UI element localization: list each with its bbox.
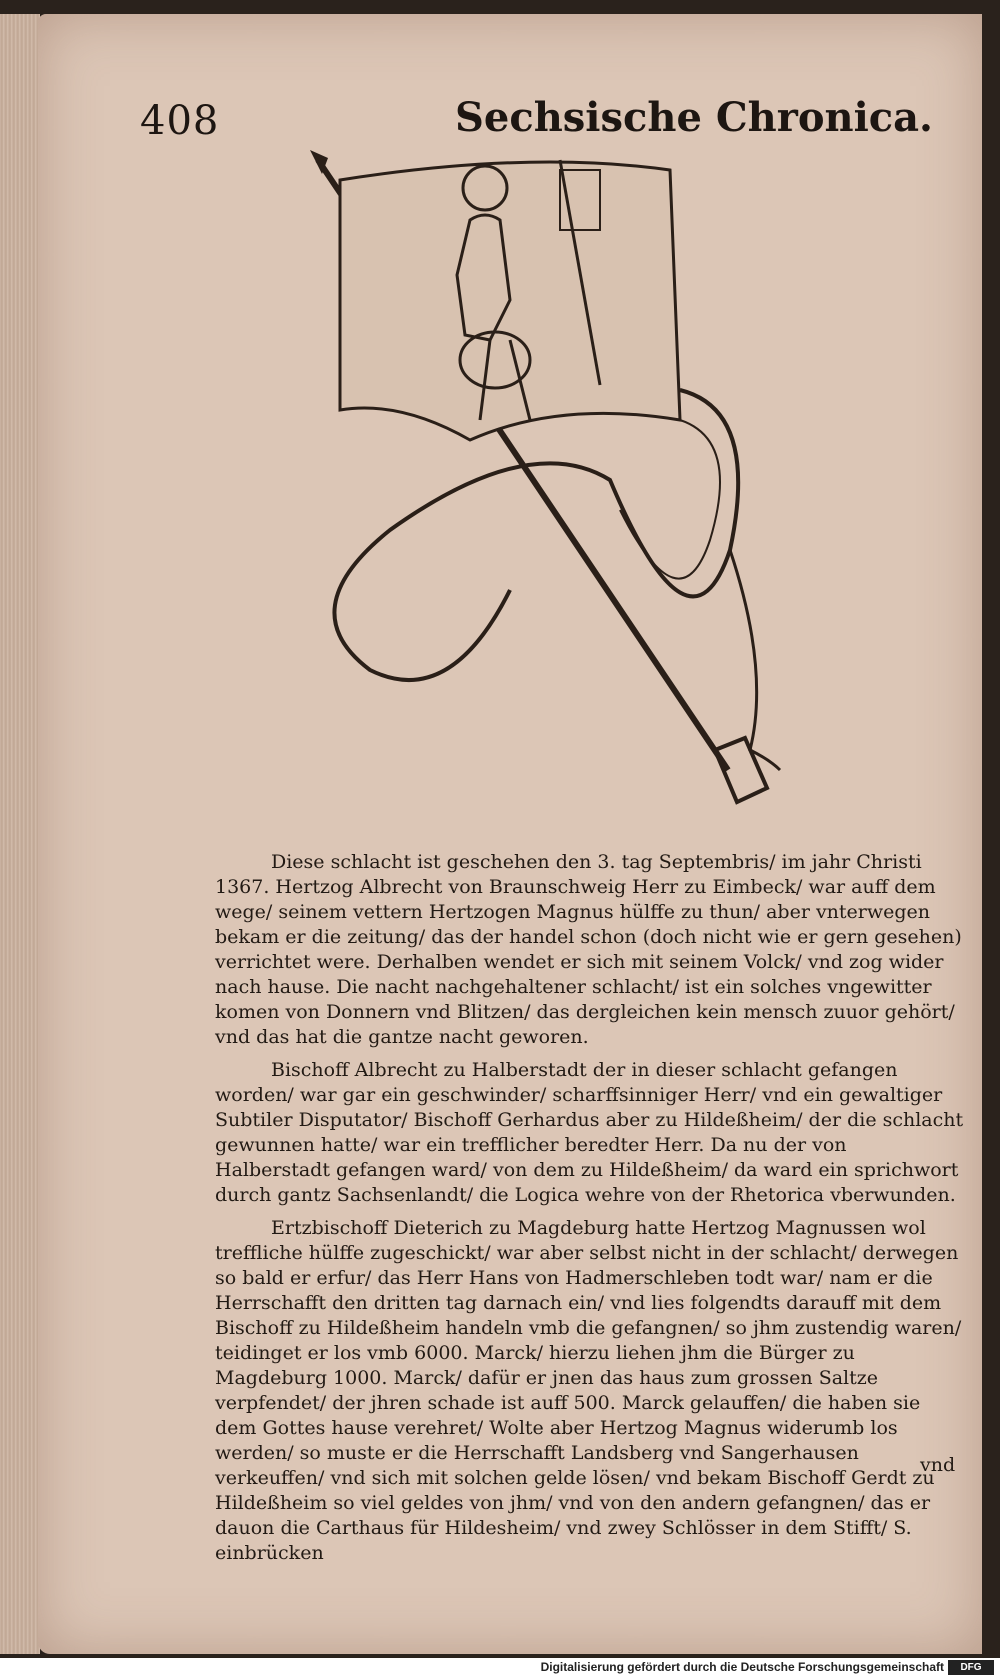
paragraph: Diese schlacht ist geschehen den 3. tag Septembris/ im jahr Christi 1367. Hertzog Albrecht von Braunschweig Herr zu Eimbeck/ war auff dem wege/ seinem vettern Hertzogen Magnus hülffe zu thun/ aber vnterwegen bekam er die zeitung/ das der handel schon (doch nicht wie er gern gesehen) verrichtet were. Derhalben wendet er sich mit seinem Volck/ vnd zog wider nach hause. Die nacht nachgehaltener schlacht/ ist ein solches vngewitter komen von Donnern vnd Blitzen/ das dergleichen kein mensch zuuor gehört/ vnd das hat die gantze nacht geworen. [215,851,962,1048]
woodcut-banner-illustration [310,150,830,840]
page-number: 408 [140,98,220,144]
paragraph: Bischoff Albrecht zu Halberstadt der in dieser schlacht gefangen worden/ war gar ein geschwinder/ scharffsinniger Herr/ vnd ein gewaltiger Subtiler Disputator/ Bischoff Gerhardus aber zu Hildeßheim/ der die schlacht gewunnen hatte/ war ein trefflicher beredter Herr. Da nu der von Halberstadt gefangen ward/ von dem zu Hildeßheim/ da ward ein sprichwort durch gantz Sachsenlandt/ die Logica wehre von der Rhetorica vberwunden. [215,1059,964,1206]
page-edge [0,14,40,1654]
main-text [215,850,965,1574]
paragraph: Ertzbischoff Dieterich zu Magdeburg hatte Hertzog Magnussen wol treffliche hülffe zugeschickt/ war aber selbst nicht in der schlacht/ derwegen so bald er erfur/ das Herr Hans von Hadmerschleben todt war/ nam er die Herrschafft den dritten tag darnach ein/ vnd lies folgendts darauff mit dem Bischoff zu Hildeßheim handeln vmb die gefangnen/ so jhm zustendig waren/ teidinget er los vmb 6000. Marck/ hierzu liehen jhm die Bürger zu Magdeburg 1000. Marck/ dafür er jnen das haus zum grossen Saltze verpfendet/ der jhren schade ist auff 500. Marck gelauffen/ die haben sie dem Gottes hause verehret/ Wolte aber Hertzog Magnus widerumb los werden/ so muste er die Herrschafft Landsberg vnd Sangerhausen verkeuffen/ vnd sich mit solchen gelde lösen/ vnd bekam Bischoff Gerdt zu Hildeßheim so viel geldes von jhm/ vnd von den andern gefangnen/ das er dauon die Carthaus für Hildesheim/ vnd zwey Schlösser in dem Stifft/ S. einbrücken [215,1217,962,1564]
catchword: vnd [920,1454,956,1476]
dfg-logo: DFG [948,1660,994,1675]
running-title: Sechsische Chronica. [455,94,933,141]
footer-bar [0,1658,1000,1677]
footer-credit: Digitalisierung gefördert durch die Deutsche Forschungsgemeinschaft [540,1660,944,1674]
